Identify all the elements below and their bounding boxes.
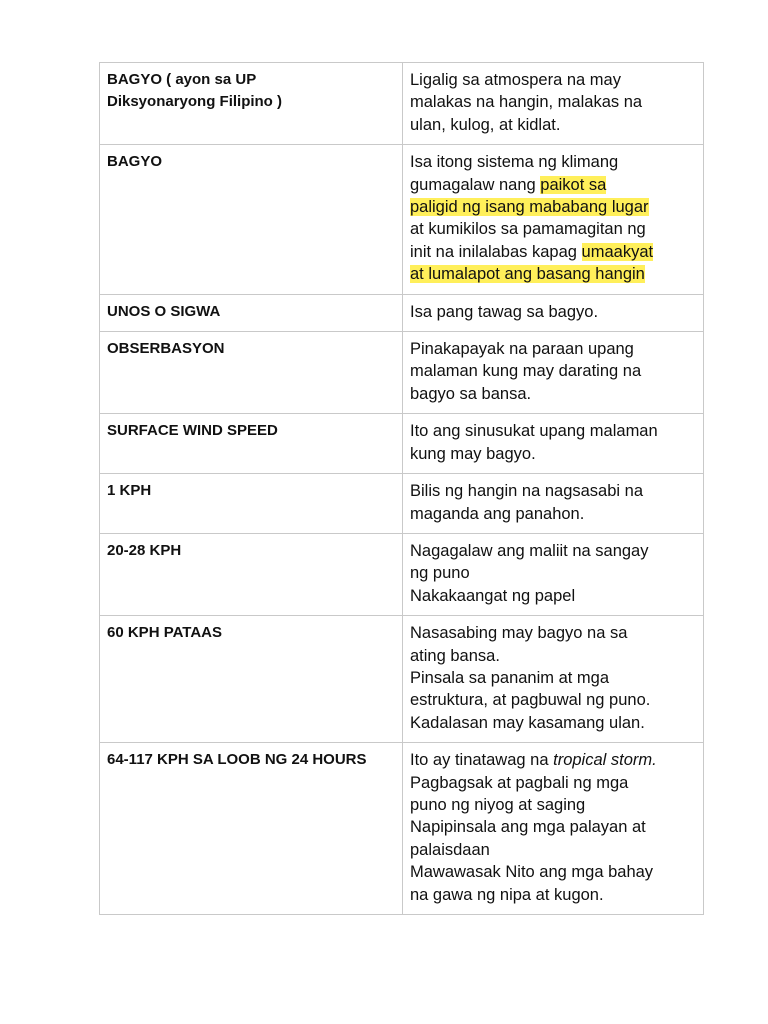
definition-line xyxy=(410,772,696,794)
definition-line xyxy=(410,503,696,525)
italic-text: tropical storm. xyxy=(553,751,657,770)
definition-text: ulan, kulog, at kidlat. xyxy=(410,115,561,134)
definition-cell xyxy=(403,63,704,145)
definition-text: estruktura, at pagbuwal ng puno. xyxy=(410,691,651,710)
table-row xyxy=(100,63,704,145)
term-cell xyxy=(100,63,403,145)
definition-line xyxy=(410,263,696,285)
definition-line xyxy=(410,420,696,442)
definition-cell xyxy=(403,145,704,294)
definition-text: ating bansa. xyxy=(410,646,500,665)
term-cell xyxy=(100,474,403,534)
definition-line xyxy=(410,562,696,584)
definition-line xyxy=(410,794,696,816)
highlighted-text: umaakyat xyxy=(581,242,654,261)
term-cell xyxy=(100,145,403,294)
definition-text: Pinsala sa pananim at mga xyxy=(410,668,610,687)
table-row xyxy=(100,474,704,534)
definition-cell xyxy=(403,474,704,534)
definition-line xyxy=(410,69,696,91)
definition-text: Nasasabing may bagyo na sa xyxy=(410,624,628,643)
definition-line xyxy=(410,338,696,360)
definition-text: Kadalasan may kasamang ulan. xyxy=(410,713,645,732)
term-cell xyxy=(100,294,403,331)
definition-text: maganda ang panahon. xyxy=(410,504,585,523)
table-row xyxy=(100,743,704,915)
definition-cell xyxy=(403,414,704,474)
definition-line xyxy=(410,174,696,196)
definition-text: Mawawasak Nito ang mga bahay xyxy=(410,863,654,882)
term-cell xyxy=(100,743,403,915)
term-text: Diksyonaryong Filipino ) xyxy=(107,93,283,110)
definition-text: Ito ay tinatawag na xyxy=(410,751,554,770)
term-text: BAGYO ( ayon sa UP xyxy=(107,71,257,88)
definition-text: at kumikilos sa pamamagitan ng xyxy=(410,220,646,239)
definition-line xyxy=(410,114,696,136)
definition-line xyxy=(410,151,696,173)
table-row xyxy=(100,616,704,743)
term-cell xyxy=(100,616,403,743)
definition-line xyxy=(410,622,696,644)
term-text: UNOS O SIGWA xyxy=(107,302,221,320)
definition-line xyxy=(410,443,696,465)
term-text: 60 KPH PATAAS xyxy=(107,624,223,642)
definition-text: Bilis ng hangin na nagsasabi na xyxy=(410,482,644,501)
definition-text: Nakakaangat ng papel xyxy=(410,586,576,605)
definition-text: gumagalaw nang xyxy=(410,175,541,194)
definition-line xyxy=(410,301,696,323)
table-row xyxy=(100,294,704,331)
term-text: SURFACE WIND SPEED xyxy=(107,422,278,440)
definition-text: na gawa ng nipa at kugon. xyxy=(410,885,604,904)
definition-line xyxy=(410,712,696,734)
definition-text: ng puno xyxy=(410,564,470,583)
glossary-table xyxy=(99,62,704,915)
definition-text: Pagbagsak at pagbali ng mga xyxy=(410,773,629,792)
definition-text: Ito ang sinusukat upang malaman xyxy=(410,422,658,441)
definition-line xyxy=(410,196,696,218)
table-row xyxy=(100,533,704,615)
term-text: 64-117 KPH SA LOOB NG 24 HOURS xyxy=(107,751,367,769)
definition-line xyxy=(410,839,696,861)
definition-line xyxy=(410,585,696,607)
definition-line xyxy=(410,241,696,263)
definition-text: malaman kung may darating na xyxy=(410,362,642,381)
definition-cell xyxy=(403,743,704,915)
definition-line xyxy=(410,383,696,405)
definition-text: Isa pang tawag sa bagyo. xyxy=(410,302,599,321)
term-text: 20-28 KPH xyxy=(107,541,182,559)
term-text: 1 KPH xyxy=(107,482,152,500)
term-cell xyxy=(100,533,403,615)
table-row xyxy=(100,414,704,474)
definition-line xyxy=(410,749,696,771)
table-row xyxy=(100,145,704,294)
definition-cell xyxy=(403,533,704,615)
definition-text: kung may bagyo. xyxy=(410,444,536,463)
definition-line xyxy=(410,218,696,240)
term-cell xyxy=(100,414,403,474)
highlighted-text: paligid ng isang mababang lugar xyxy=(410,198,649,217)
definition-text: bagyo sa bansa. xyxy=(410,384,532,403)
highlighted-text: paikot sa xyxy=(540,175,607,194)
glossary-table-body xyxy=(100,63,704,915)
table-row xyxy=(100,332,704,414)
definition-cell xyxy=(403,294,704,331)
term-cell xyxy=(100,332,403,414)
definition-line xyxy=(410,480,696,502)
definition-line xyxy=(410,816,696,838)
definition-text: Nagagalaw ang maliit na sangay xyxy=(410,541,649,560)
definition-cell xyxy=(403,332,704,414)
term-text: BAGYO xyxy=(107,153,163,171)
definition-line xyxy=(410,667,696,689)
definition-line xyxy=(410,884,696,906)
definition-text: Pinakapayak na paraan upang xyxy=(410,340,634,359)
definition-text: init na inilalabas kapag xyxy=(410,242,582,261)
definition-text: Isa itong sistema ng klimang xyxy=(410,153,619,172)
definition-text: palaisdaan xyxy=(410,840,490,859)
definition-text: malakas na hangin, malakas na xyxy=(410,93,643,112)
definition-line xyxy=(410,540,696,562)
highlighted-text: at lumalapot ang basang hangin xyxy=(410,265,645,284)
definition-line xyxy=(410,360,696,382)
definition-text: Ligalig sa atmospera na may xyxy=(410,71,621,89)
definition-line xyxy=(410,861,696,883)
term-text: OBSERBASYON xyxy=(107,340,225,358)
definition-line xyxy=(410,689,696,711)
definition-line xyxy=(410,645,696,667)
definition-text: puno ng niyog at saging xyxy=(410,795,586,814)
definition-cell xyxy=(403,616,704,743)
definition-line xyxy=(410,91,696,113)
definition-text: Napipinsala ang mga palayan at xyxy=(410,818,646,837)
